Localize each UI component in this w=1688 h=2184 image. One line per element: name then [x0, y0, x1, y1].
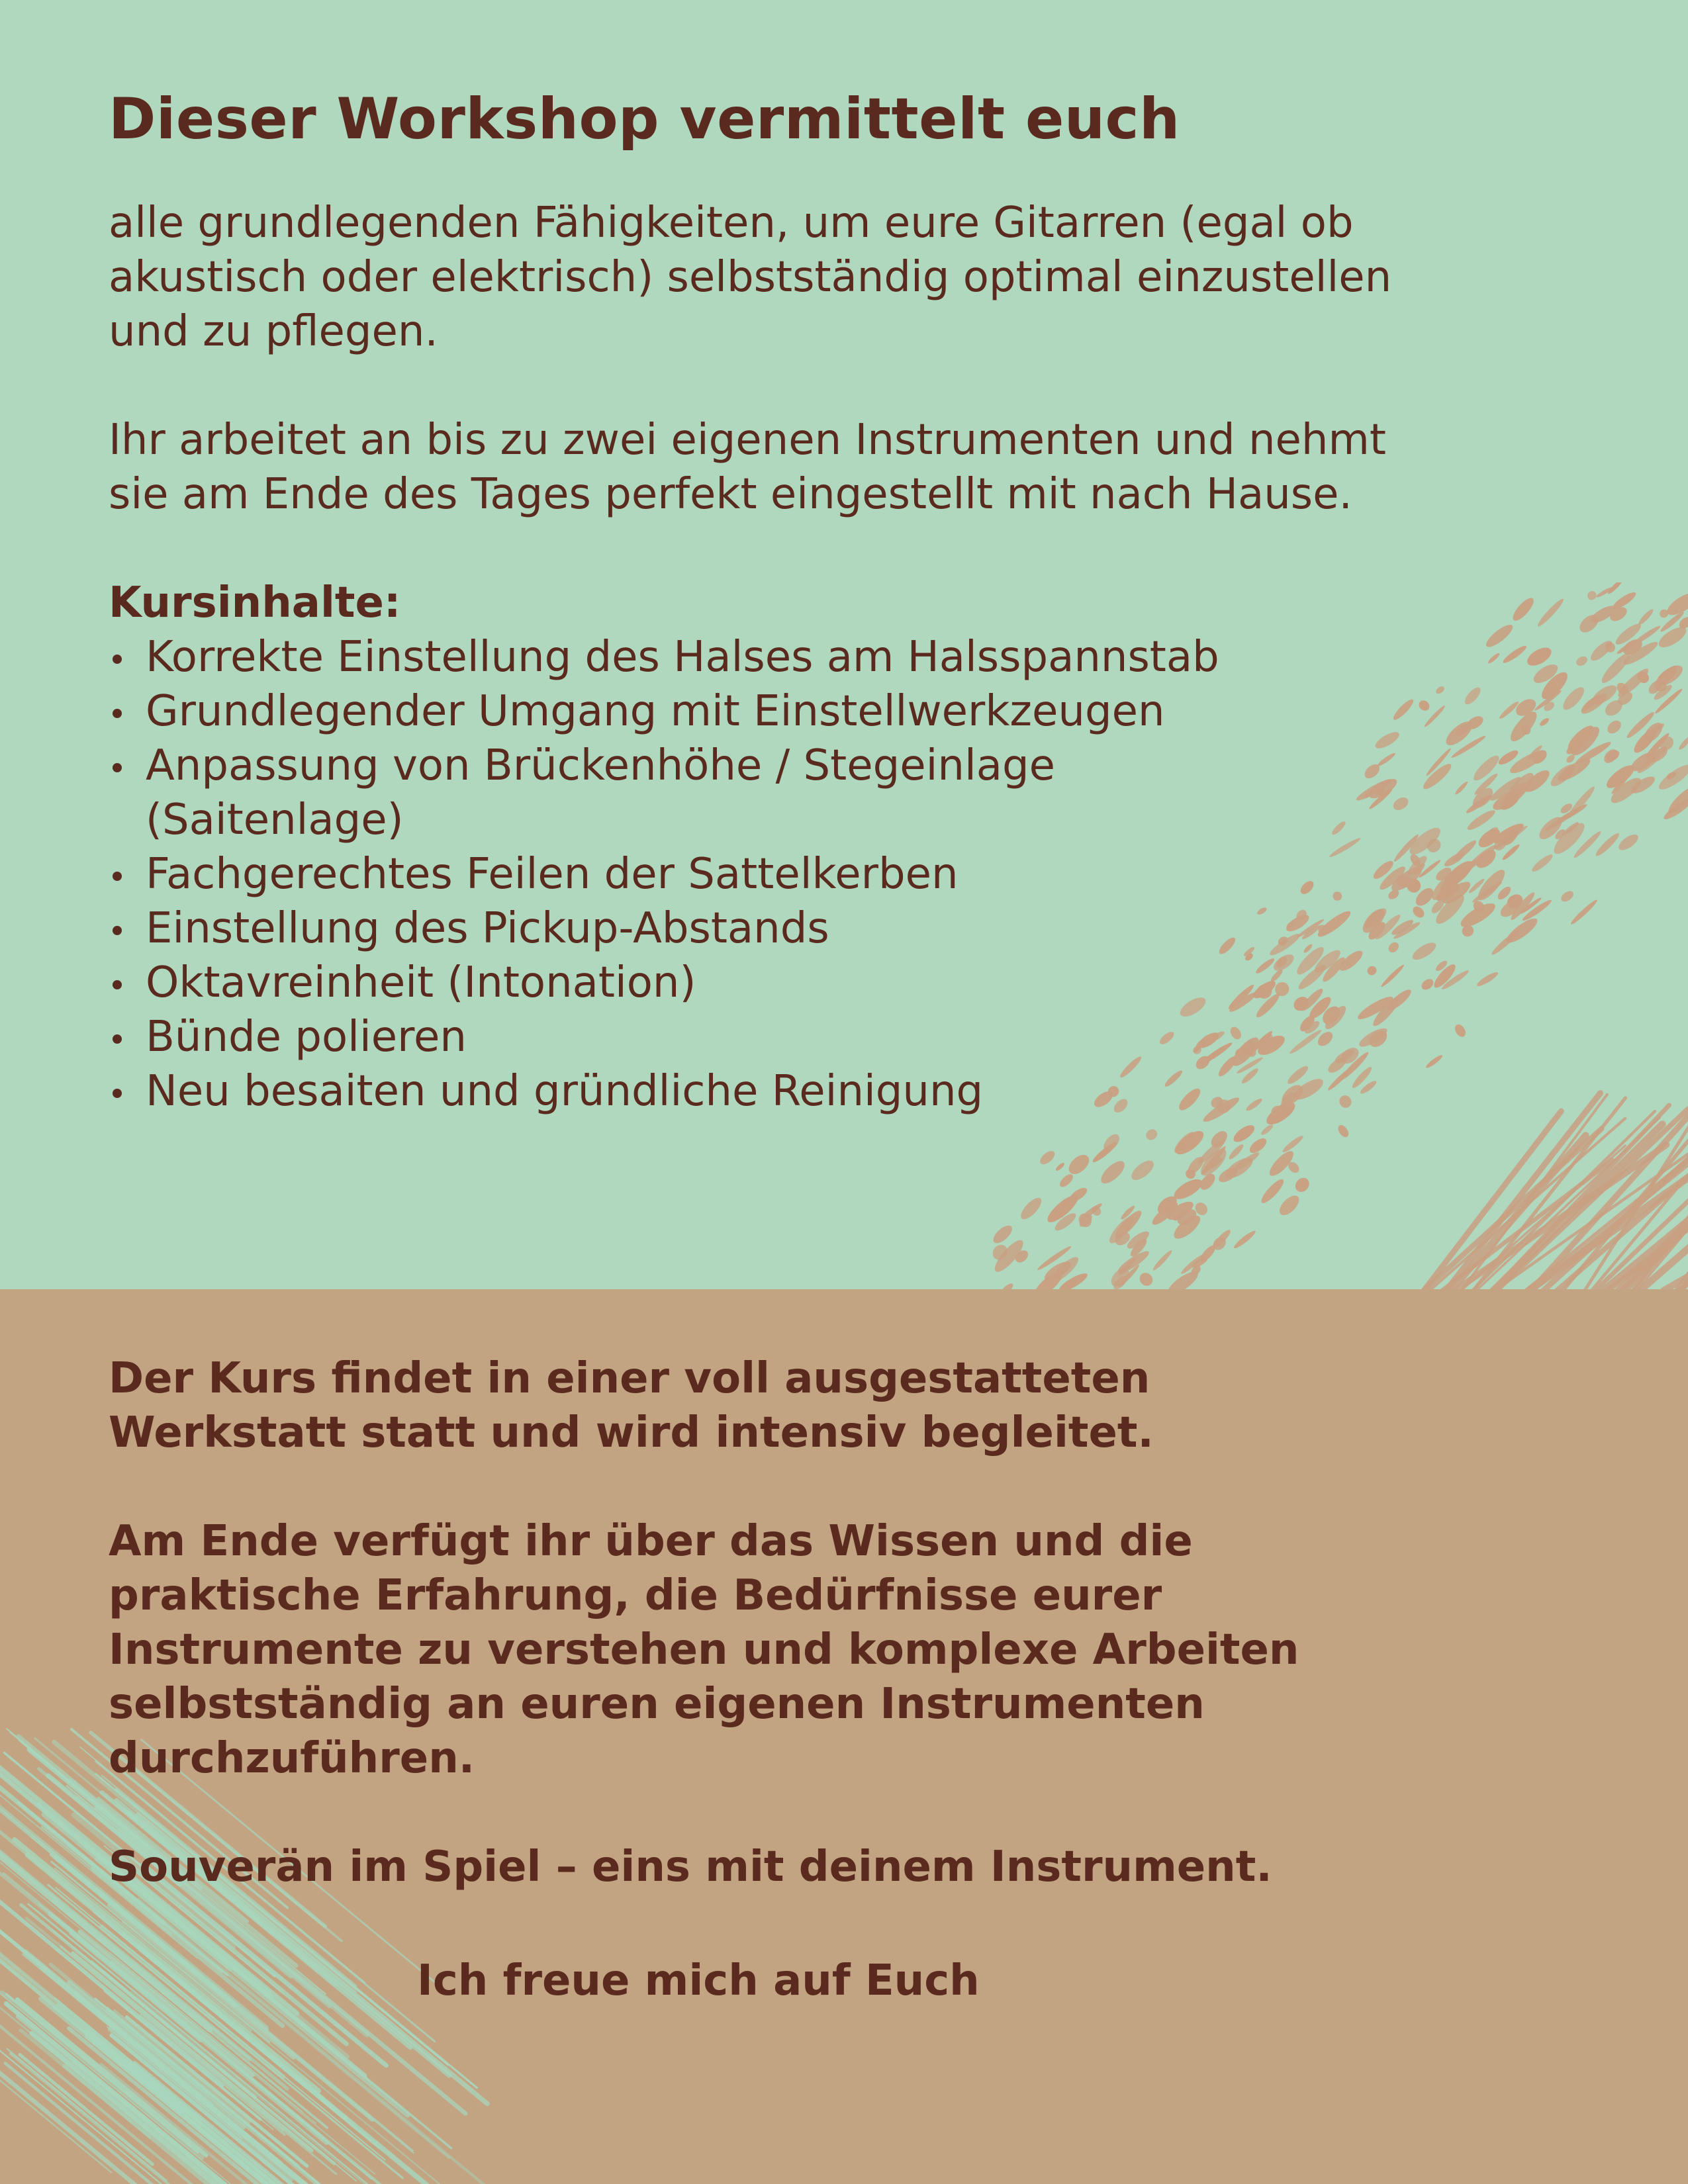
slogan-text: Souverän im Spiel – eins mit deinem Instrument.: [109, 1843, 1272, 1891]
intro-paragraph-1: alle grundlegenden Fähigkeiten, um eure Gitarren (egal ob akustisch oder elektrisch) selbstständig optimal einzustellen und zu pflegen.: [109, 199, 1392, 356]
list-item: Bünde polieren: [109, 1010, 1432, 1064]
closing-text: Ich freue mich auf Euch: [417, 1956, 980, 2005]
learning-outcome-text: Am Ende verfügt ihr über das Wissen und die praktische Erfahrung, die Bedürfnisse eurer Instrumente zu verstehen und komplexe Arbeiten selbstständig an euren eigenen Instrumenten durchzuführen.: [109, 1517, 1299, 1783]
course-contents-title: Kursinhalte:: [109, 578, 401, 627]
list-item: Korrekte Einstellung des Halses am Halsspannstab: [109, 630, 1432, 684]
intro-content: [109, 79, 1432, 1118]
course-contents-list: [109, 630, 1432, 1118]
list-item: Anpassung von Brückenhöhe / Stegeinlage (Saitenlage): [109, 739, 1271, 847]
list-item: Einstellung des Pickup-Abstands: [109, 901, 1432, 956]
intro-paragraph-2: Ihr arbeitet an bis zu zwei eigenen Instrumenten und nehmt sie am Ende des Tages perfekt eingestellt mit nach Hause.: [109, 416, 1386, 519]
workshop-location-text: Der Kurs findet in einer voll ausgestatteten Werkstatt statt und wird intensiv begleitet.: [109, 1354, 1154, 1457]
list-item: Oktavreinheit (Intonation): [109, 956, 1432, 1010]
details-content: [109, 1351, 1499, 1894]
list-item: Neu besaiten und gründliche Reinigung: [109, 1064, 1432, 1118]
list-item: Fachgerechtes Feilen der Sattelkerben: [109, 847, 1432, 901]
list-item: Grundlegender Umgang mit Einstellwerkzeugen: [109, 684, 1432, 739]
page-heading: Dieser Workshop vermittelt euch: [109, 86, 1180, 152]
